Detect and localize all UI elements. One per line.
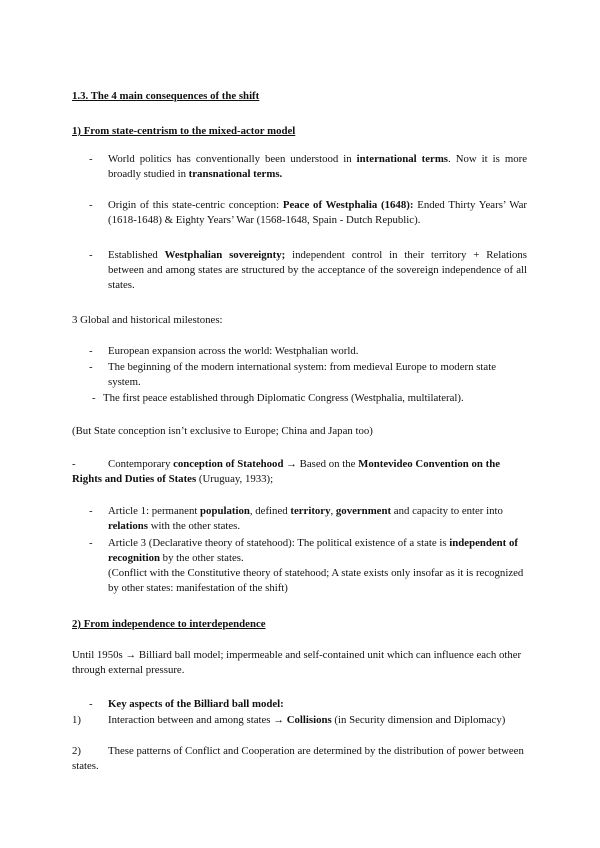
key-aspects-heading — [72, 697, 527, 712]
billiard-paragraph: Until 1950s → Billiard ball model; impermeable and self-contained unit which can influence each other through external pressure. — [72, 649, 522, 676]
key-aspects-text: Key aspects of the Billiard ball model: — [108, 698, 284, 710]
bullet-dash: - — [89, 537, 93, 549]
milestone-text: European expansion across the world: Westphalian world. — [108, 345, 359, 357]
section-title: 1.3. The 4 main consequences of the shift — [72, 90, 260, 102]
bullet-dash: - — [89, 361, 93, 373]
article-1-text: Article 1: permanent population, defined territory, government and capacity to enter into relations with the other states. — [108, 505, 503, 532]
bullet-text: Established Westphalian sovereignty; independent control in their territory + Relations between and among states are structured by the acceptance of the sovereign independence of all states. — [108, 249, 527, 291]
article-3-text: Article 3 (Declarative theory of statehood): The political existence of a state is independent of recognition by the other states. — [108, 537, 518, 564]
bullet-dash: - — [89, 249, 93, 261]
bullet-westphalian-sovereignty — [72, 248, 527, 293]
bullet-international-terms — [72, 152, 527, 182]
bullet-text: Origin of this state-centric conception: Peace of Westphalia (1648): Ended Thirty Years’ War (1618-1648) & Eighty Years’ War (1568-1648, Spain - Dutch Republic). — [108, 199, 528, 226]
bullet-dash: - — [89, 505, 93, 517]
bullet-dash: - — [89, 199, 93, 211]
europe-note: (But State conception isn’t exclusive to Europe; China and Japan too) — [72, 425, 373, 437]
milestone-text: The first peace established through Diplomatic Congress (Westphalia, multilateral). — [103, 392, 464, 404]
subsection-1-title: 1) From state-centrism to the mixed-actor model — [72, 125, 296, 137]
bullet-text: World politics has conventionally been understood in international terms. Now it is more broadly studied in transnational terms. — [108, 153, 528, 180]
item-number: 2) — [72, 745, 81, 757]
bullet-dash: - — [92, 392, 96, 404]
milestone-item — [72, 360, 527, 390]
article-3-conflict-note: (Conflict with the Constitutive theory of statehood; A state exists only insofar as it is recognized by other states: manifestation of the shift) — [108, 567, 524, 594]
numbered-item-text: 2) These patterns of Conflict and Cooperation are determined by the distribution of power between states. — [72, 745, 524, 772]
milestone-item — [72, 344, 527, 359]
bullet-dash: - — [89, 345, 93, 357]
numbered-item-1 — [72, 713, 527, 728]
milestone-text: The beginning of the modern international system: from medieval Europe to modern state system. — [108, 361, 496, 388]
subsection-2-title: 2) From independence to interdependence — [72, 618, 266, 630]
statehood-paragraph — [72, 457, 527, 487]
bullet-westphalia-origin — [72, 198, 527, 228]
milestones-intro: 3 Global and historical milestones: — [72, 314, 223, 326]
milestone-item — [72, 391, 527, 406]
numbered-item-2 — [72, 744, 527, 774]
bullet-dash: - — [89, 153, 93, 165]
numbered-item-text: 1) Interaction between and among states → Collisions (in Security dimension and Diplomacy) — [72, 714, 506, 726]
statehood-text: Contemporary conception of Statehood → Based on the Montevideo Convention on the Rights and Duties of States (Uruguay, 1933); — [72, 458, 500, 485]
article-1-item — [72, 504, 527, 534]
bullet-dash: - — [89, 698, 93, 710]
bullet-dash: - — [72, 458, 76, 470]
article-3-item — [72, 536, 527, 596]
item-number: 1) — [72, 714, 81, 726]
